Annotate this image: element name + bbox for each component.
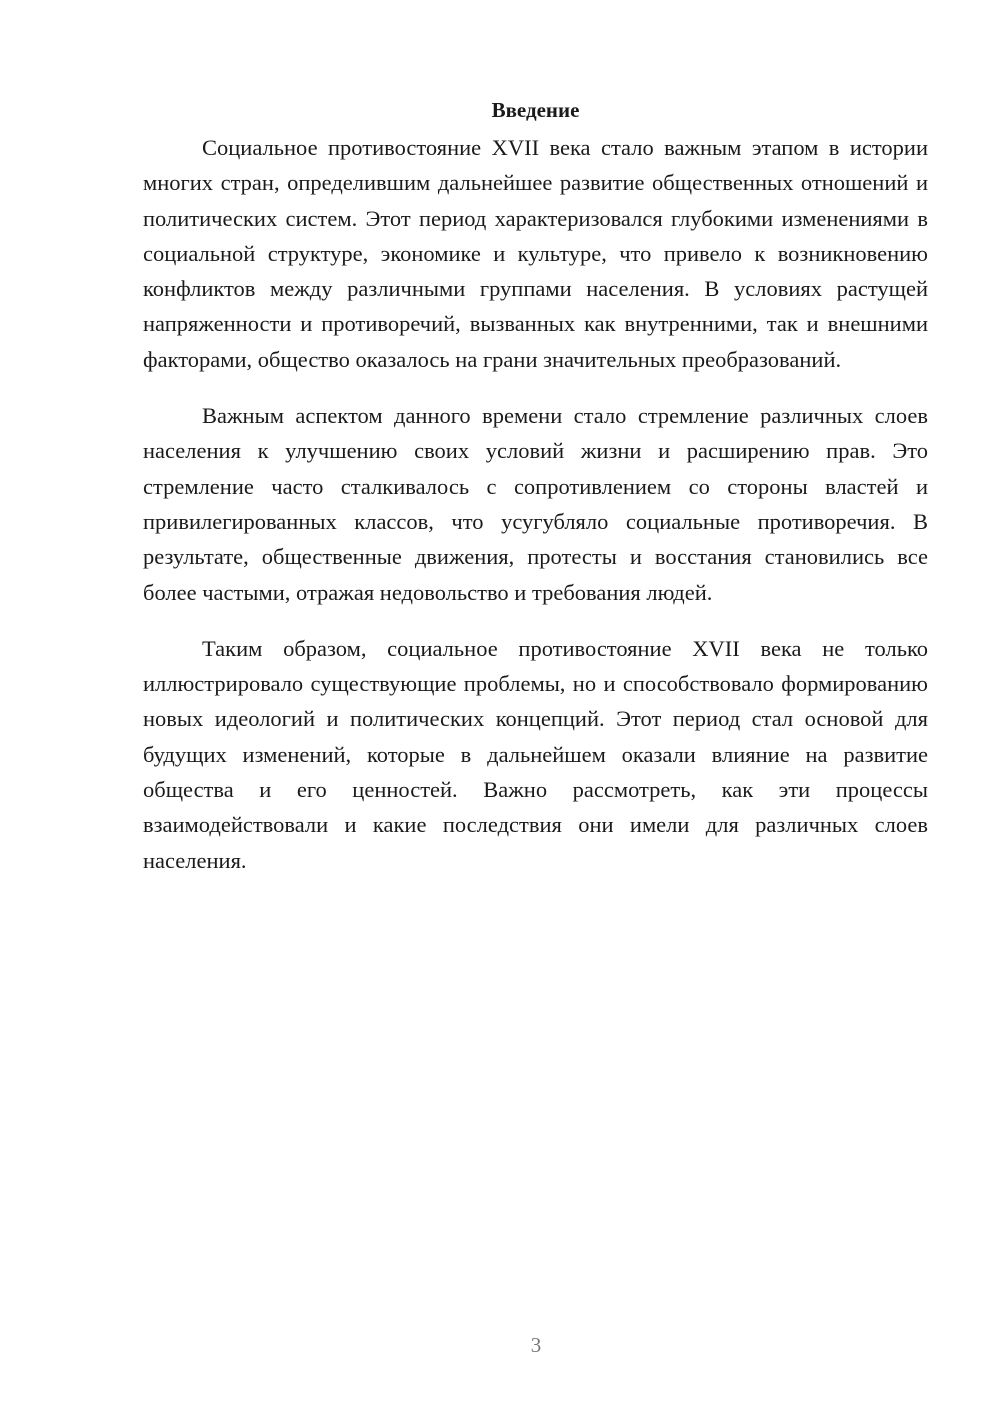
- document-body: [143, 92, 928, 899]
- paragraph-3: Таким образом, социальное противостояние XVII века не только иллюстрировало существующие проблемы, но и способствовало формированию новых идеологий и политических концепций. Этот период стал основой для будущих изменений, которые в дальнейшем оказали влияние на развитие общества и его ценностей. Важно рассмотреть, как эти процессы взаимодействовали и какие последствия они имели для различных слоев населения.: [143, 635, 928, 873]
- paragraph-2: Важным аспектом данного времени стало стремление различных слоев населения к улучшению своих условий жизни и расширению прав. Это стремление часто сталкивалось с сопротивлением со стороны властей и привилегированных классов, что усугубляло социальные противоречия. В результате, общественные движения, протесты и восстания становились все более частыми, отражая недовольство и требования людей.: [143, 403, 928, 605]
- paragraph-1: Социальное противостояние XVII века стало важным этапом в истории многих стран, определившим дальнейшее развитие общественных отношений и политических систем. Этот период характеризовался глубокими изменениями в социальной структуре, экономике и культуре, что привело к возникновению конфликтов между различными группами населения. В условиях растущей напряженности и противоречий, вызванных как внутренними, так и внешними факторами, общество оказалось на грани значительных преобразований.: [143, 135, 928, 372]
- page-number: 3: [530, 1333, 542, 1357]
- page-title: Введение: [491, 98, 580, 122]
